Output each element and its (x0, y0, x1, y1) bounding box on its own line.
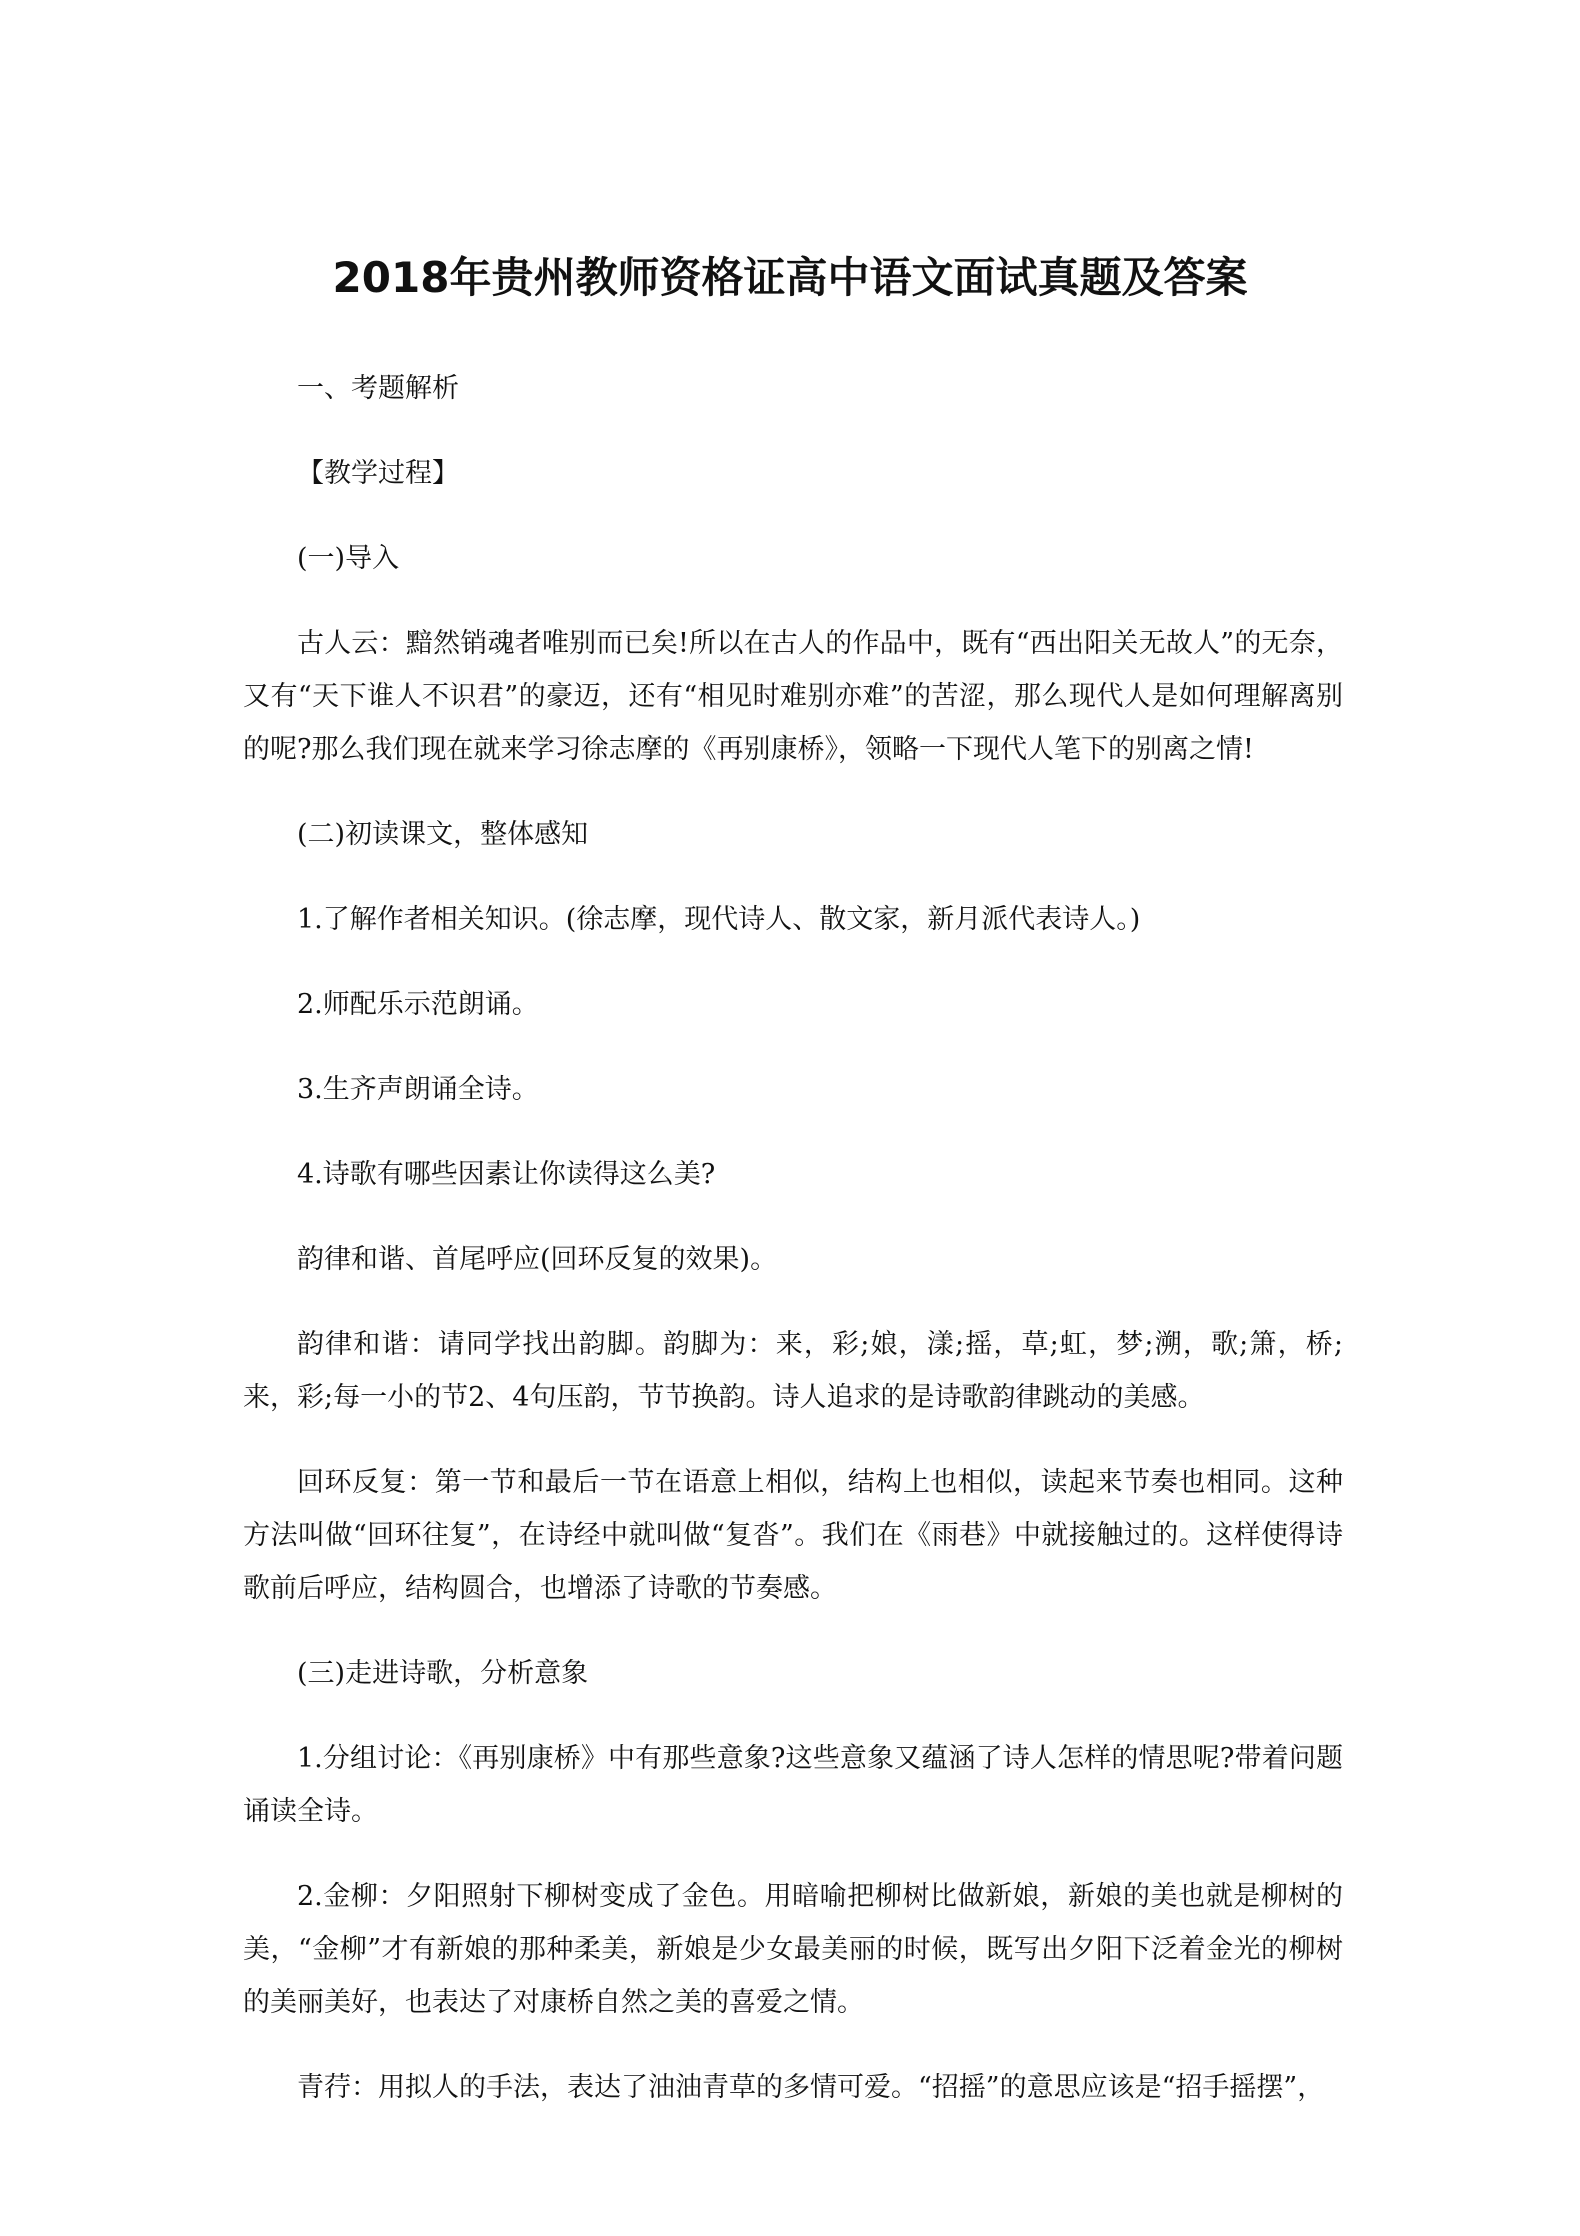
paragraph: 4.诗歌有哪些因素让你读得这么美? (297, 1159, 716, 1190)
paragraph: 韵律和谐、首尾呼应(回环反复的效果)。 (297, 1244, 778, 1275)
section-heading: (一)导入 (297, 543, 400, 574)
paragraph: 青荇：用拟人的手法，表达了油油青草的多情可爱。“招摇”的意思应该是“招手摇摆”， (297, 2072, 1325, 2103)
section-heading: 【教学过程】 (297, 458, 459, 489)
document-title: 2018年贵州教师资格证高中语文面试真题及答案 (332, 253, 1248, 302)
section-heading: 一、考题解析 (297, 373, 459, 404)
paragraph: 回环反复：第一节和最后一节在语意上相似，结构上也相似，读起来节奏也相同。这种方法叫做“回环往复”，在诗经中就叫做“复沓”。我们在《雨巷》中就接触过的。这样使得诗歌前后呼应，结构圆合，也增添了诗歌的节奏感。 (243, 1467, 1343, 1604)
paragraph: 韵律和谐：请同学找出韵脚。韵脚为：来，彩;娘，漾;摇，草;虹，梦;溯，歌;箫，桥;来，彩;每一小的节2、4句压韵，节节换韵。诗人追求的是诗歌韵律跳动的美感。 (243, 1329, 1343, 1413)
paragraph: 2.师配乐示范朗诵。 (297, 989, 539, 1020)
paragraph: 1.了解作者相关知识。(徐志摩，现代诗人、散文家，新月派代表诗人。) (297, 904, 1141, 935)
paragraph: 3.生齐声朗诵全诗。 (297, 1074, 539, 1105)
section-heading: (三)走进诗歌，分析意象 (297, 1658, 589, 1689)
paragraph: 古人云：黯然销魂者唯别而已矣!所以在古人的作品中，既有“西出阳关无故人”的无奈，又有“天下谁人不识君”的豪迈，还有“相见时难别亦难”的苦涩，那么现代人是如何理解离别的呢?那么我们现在就来学习徐志摩的《再别康桥》，领略一下现代人笔下的别离之情! (243, 628, 1343, 765)
paragraph: 1.分组讨论：《再别康桥》中有那些意象?这些意象又蕴涵了诗人怎样的情思呢?带着问题诵读全诗。 (243, 1743, 1343, 1827)
paragraph: 2.金柳：夕阳照射下柳树变成了金色。用暗喻把柳树比做新娘，新娘的美也就是柳树的美，“金柳”才有新娘的那种柔美，新娘是少女最美丽的时候，既写出夕阳下泛着金光的柳树的美丽美好，也表达了对康桥自然之美的喜爱之情。 (243, 1881, 1343, 2018)
section-heading: (二)初读课文，整体感知 (297, 819, 589, 850)
document-body (243, 362, 1343, 2146)
